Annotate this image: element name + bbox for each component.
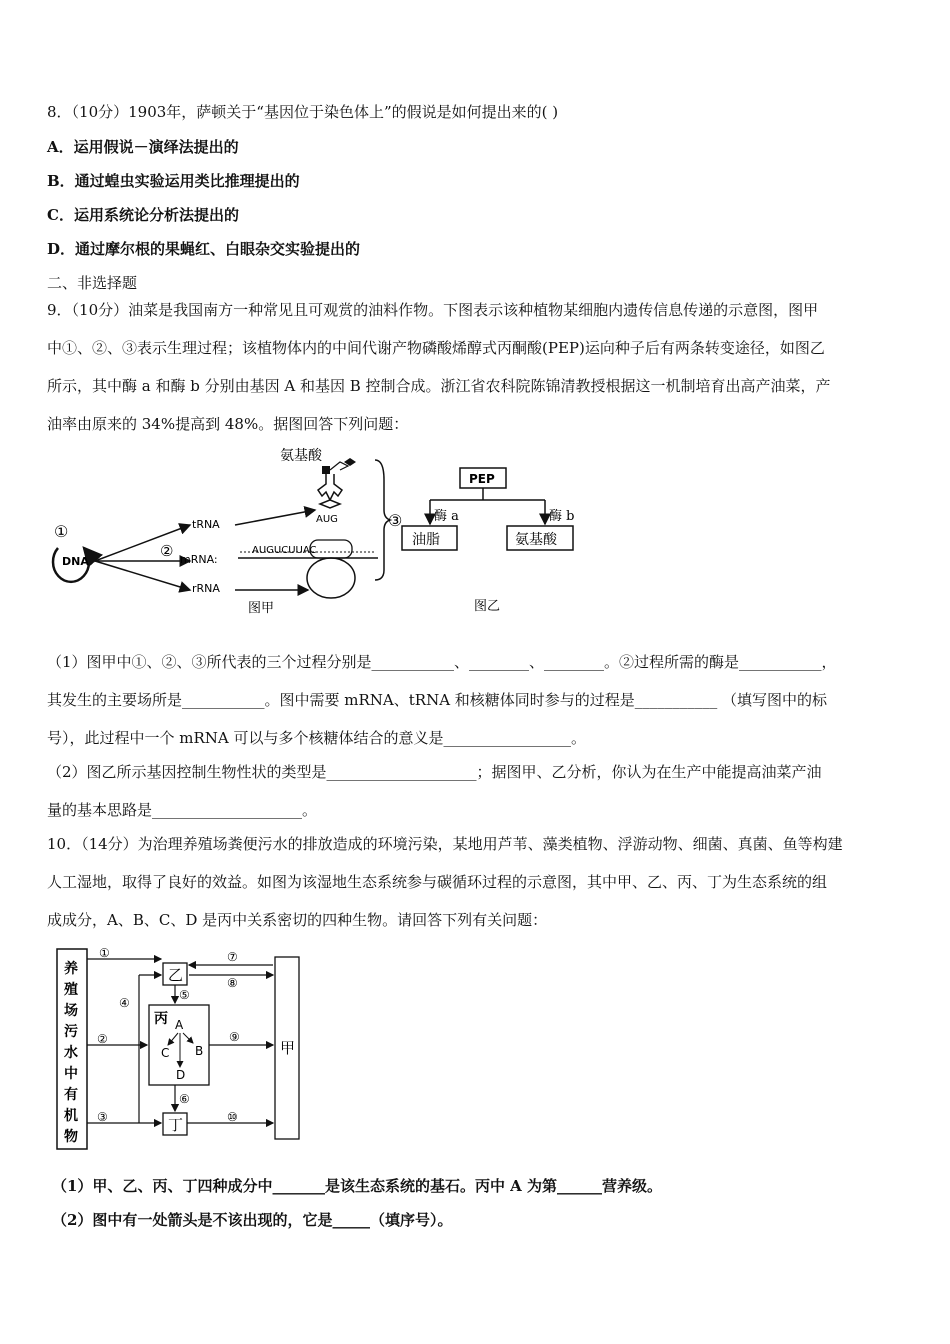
source-char: 污: [64, 1024, 78, 1040]
org-d: D: [176, 1068, 186, 1082]
source-char: 殖: [64, 982, 78, 998]
q8-option-b: B．通过蝗虫实验运用类比推理提出的: [47, 172, 300, 190]
jia-label: 甲: [280, 1039, 296, 1057]
q10-sub1: （1）甲、乙、丙、丁四种成分中_______是该生态系统的基石。丙中 A 为第______营养级。: [52, 1177, 663, 1195]
q10-stem: [47, 825, 905, 939]
q9-sub1-line: （1）图甲中①、②、③所代表的三个过程分别是___________、________、________。②过程所需的酶是___________，: [47, 653, 837, 671]
q9-sub2: [47, 753, 905, 829]
arrow-label-5: ⑤: [179, 988, 190, 1002]
arrow-label-7: ⑦: [227, 950, 238, 964]
source-char: 场: [64, 1003, 78, 1019]
arrow-label-10: ⑩: [227, 1110, 238, 1124]
enzyme-a-label: 酶 a: [434, 509, 459, 524]
q8-stem: 8．（10分）1903年，萨顿关于“基因位于染色体上”的假说是如何提出来的( ): [47, 103, 559, 121]
q8-option-c: C．运用系统论分析法提出的: [47, 206, 239, 224]
source-char: 物: [64, 1129, 78, 1145]
arrow-label-2: ②: [97, 1032, 108, 1046]
org-a: A: [175, 1018, 184, 1032]
mrna-sequence: AUGUCUUAC: [252, 545, 317, 556]
q10-stem-line: 人工湿地，取得了良好的效益。如图为该湿地生态系统参与碳循环过程的示意图，其中甲、乙、丙、丁为生态系统的组: [47, 873, 828, 891]
rrna-label: rRNA: [192, 582, 220, 595]
arrow-label-3: ③: [97, 1110, 108, 1124]
q9-sub2-line: （2）图乙所示基因控制生物性状的类型是____________________；据图甲、乙分析，你认为在生产中能提高油菜产油: [47, 763, 822, 781]
arrow-label-8: ⑧: [227, 976, 238, 990]
q9-stem: [47, 291, 905, 443]
pep-label: PEP: [469, 472, 495, 486]
source-char: 中: [64, 1066, 78, 1082]
q9-sub1-line: 号），此过程中一个 mRNA 可以与多个核糖体结合的意义是_________________。: [47, 729, 587, 747]
q9-sub1-line: 其发生的主要场所是___________。图中需要 mRNA、tRNA 和核糖体同时参与的过程是___________ （填写图中的标: [47, 691, 828, 709]
carbon-cycle-diagram: [55, 945, 315, 1155]
enzyme-b-label: 酶 b: [549, 509, 575, 524]
q9-figure: [40, 440, 600, 620]
q9-sub1: [47, 643, 905, 757]
q10-sub2: （2）图中有一处箭头是不该出现的，它是_____（填序号）。: [52, 1211, 453, 1229]
section-heading: 二、非选择题: [47, 274, 138, 292]
fig-jia-caption: 图甲: [248, 601, 275, 616]
anticodon-label: AUG: [316, 514, 338, 525]
ribosome-icon: [307, 558, 355, 598]
q10-stem-line: 成成分，A、B、C、D 是丙中关系密切的四种生物。请回答下列有关问题：: [47, 911, 548, 929]
q9-stem-line: 所示，其中酶 a 和酶 b 分别由基因 A 和基因 B 控制合成。浙江省农科院陈锦清教授根据这一机制培育出高产油菜，产: [47, 377, 831, 395]
bing-label: 丙: [154, 1011, 168, 1027]
org-b: B: [195, 1044, 204, 1058]
source-char: 机: [64, 1108, 78, 1124]
mark-1: ①: [54, 522, 69, 541]
q8-option-a: A．运用假说－演绎法提出的: [47, 138, 239, 156]
q9-stem-line: 9．（10分）油菜是我国南方一种常见且可观赏的油料作物。下图表示该种植物某细胞内遗传信息传递的示意图，图甲: [47, 301, 819, 319]
product-a-label: 油脂: [412, 532, 440, 548]
arrow-label-1: ①: [99, 946, 110, 960]
arrow-label-6: ⑥: [179, 1092, 190, 1106]
trna-shape: [318, 474, 342, 508]
ding-label: 丁: [168, 1116, 184, 1134]
source-char: 养: [64, 961, 78, 977]
q9-sub2-line: 量的基本思路是____________________。: [47, 801, 318, 819]
q9-stem-line: 中①、②、③表示生理过程；该植物体内的中间代谢产物磷酸烯醇式丙酮酸(PEP)运向种子后有两条转变途径，如图乙: [47, 339, 825, 357]
source-char: 有: [64, 1087, 78, 1103]
arrow-label-9: ⑨: [229, 1030, 240, 1044]
mrna-label: mRNA:: [180, 553, 218, 566]
mark-2: ②: [160, 542, 174, 560]
q9-stem-line: 油率由原来的 34%提高到 48%。据图回答下列问题：: [47, 415, 409, 433]
amino-acid-label: 氨基酸: [280, 448, 322, 464]
mark-3: ③: [388, 511, 403, 530]
trna-label: tRNA: [192, 518, 220, 531]
yi-label: 乙: [168, 966, 184, 984]
q8-option-d: D．通过摩尔根的果蝇红、白眼杂交实验提出的: [47, 240, 361, 258]
fig-yi-caption: 图乙: [474, 599, 501, 614]
arrow-label-4: ④: [119, 996, 130, 1010]
q10-stem-line: 10．（14分）为治理养殖场粪便污水的排放造成的环境污染，某地用芦苇、藻类植物、浮游动物、细菌、真菌、鱼等构建: [47, 835, 843, 853]
source-char: 水: [64, 1045, 78, 1061]
dna-label: DNA: [62, 555, 89, 568]
org-c: C: [161, 1046, 170, 1060]
product-b-label: 氨基酸: [515, 532, 557, 548]
